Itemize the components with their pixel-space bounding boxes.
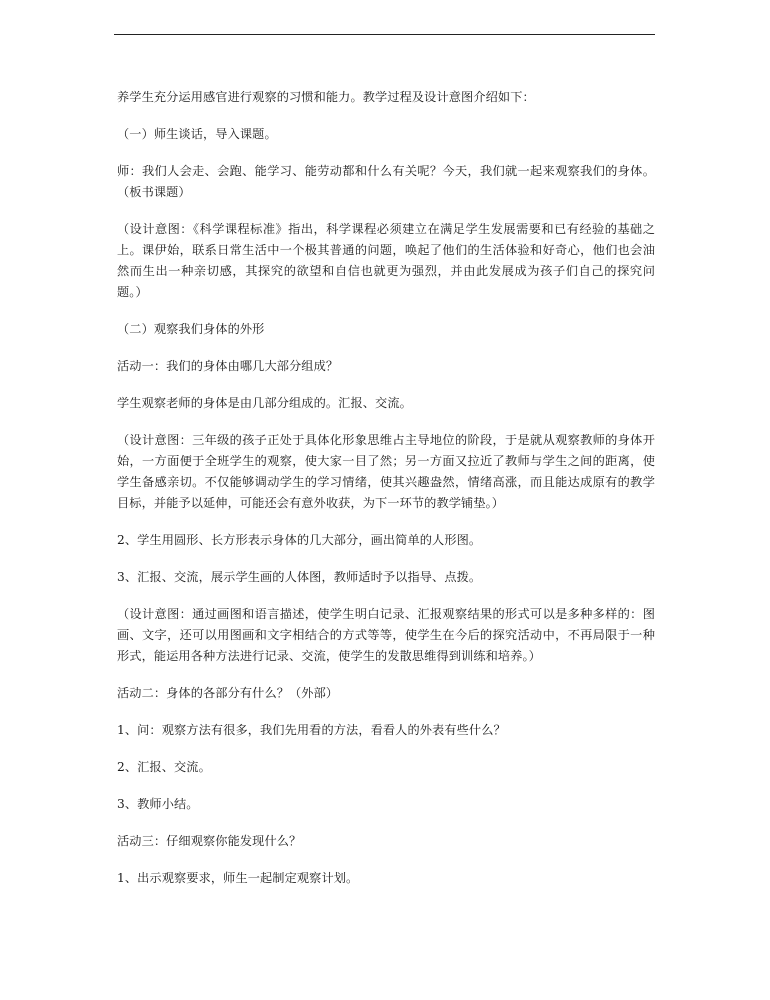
paragraph-design-intent-3: （设计意图：通过画图和语言描述，使学生明白记录、汇报观察结果的形式可以是多种多样的：图画、文字，还可以用图画和文字相结合的方式等等，使学生在今后的探究活动中，不再局限于一种形式，能运用各种方法进行记录、交流，使学生的发散思维得到训练和培养。） <box>117 607 655 663</box>
header-rule <box>114 34 655 35</box>
list-item-question: 1、问：观察方法有很多，我们先用看的方法，看看人的外表有些什么？ <box>117 723 506 737</box>
list-item-observation-plan: 1、出示观察要求，师生一起制定观察计划。 <box>117 871 359 885</box>
list-item-summary: 3、教师小结。 <box>117 797 199 811</box>
paragraph-design-intent-1: （设计意图：《科学课程标准》指出，科学课程必须建立在满足学生发展需要和已有经验的基础之上。课伊始，联系日常生活中一个极其普通的问题，唤起了他们的生活体验和好奇心，他们也会油然而生出一种亲切感，其探究的欲望和自信也就更为强烈，并由此发展成为孩子们自己的探究问题。） <box>117 222 655 299</box>
list-item-report: 2、汇报、交流。 <box>117 760 211 774</box>
activity-heading-3: 活动三：仔细观察你能发现什么？ <box>117 834 302 848</box>
activity-heading-1: 活动一：我们的身体由哪几大部分组成？ <box>117 359 339 373</box>
section-heading-1: （一）师生谈话，导入课题。 <box>117 127 277 141</box>
list-item-report-exchange: 3、汇报、交流，展示学生画的人体图，教师适时予以指导、点拨。 <box>117 570 482 584</box>
document-body <box>117 87 655 905</box>
activity-heading-2: 活动二：身体的各部分有什么？（外部） <box>117 686 339 700</box>
section-heading-2: （二）观察我们身体的外形 <box>117 322 265 336</box>
paragraph-design-intent-2: （设计意图：三年级的孩子正处于具体化形象思维占主导地位的阶段，于是就从观察教师的身体开始，一方面便于全班学生的观察，使大家一目了然；另一方面又拉近了教师与学生之间的距离，使学生备感亲切。不仅能够调动学生的学习情绪，使其兴趣盎然，情绪高涨，而且能达成原有的教学目标，并能予以延伸，可能还会有意外收获，为下一环节的教学铺垫。） <box>117 433 655 510</box>
paragraph-intro: 养学生充分运用感官进行观察的习惯和能力。教学过程及设计意图介绍如下： <box>117 90 535 104</box>
paragraph-student-observe: 学生观察老师的身体是由几部分组成的。汇报、交流。 <box>117 396 412 410</box>
paragraph-teacher-dialogue: 师：我们人会走、会跑、能学习、能劳动都和什么有关呢？今天，我们就一起来观察我们的身体。（板书课题） <box>117 164 655 199</box>
list-item-draw-figure: 2、学生用圆形、长方形表示身体的几大部分，画出简单的人形图。 <box>117 533 482 547</box>
